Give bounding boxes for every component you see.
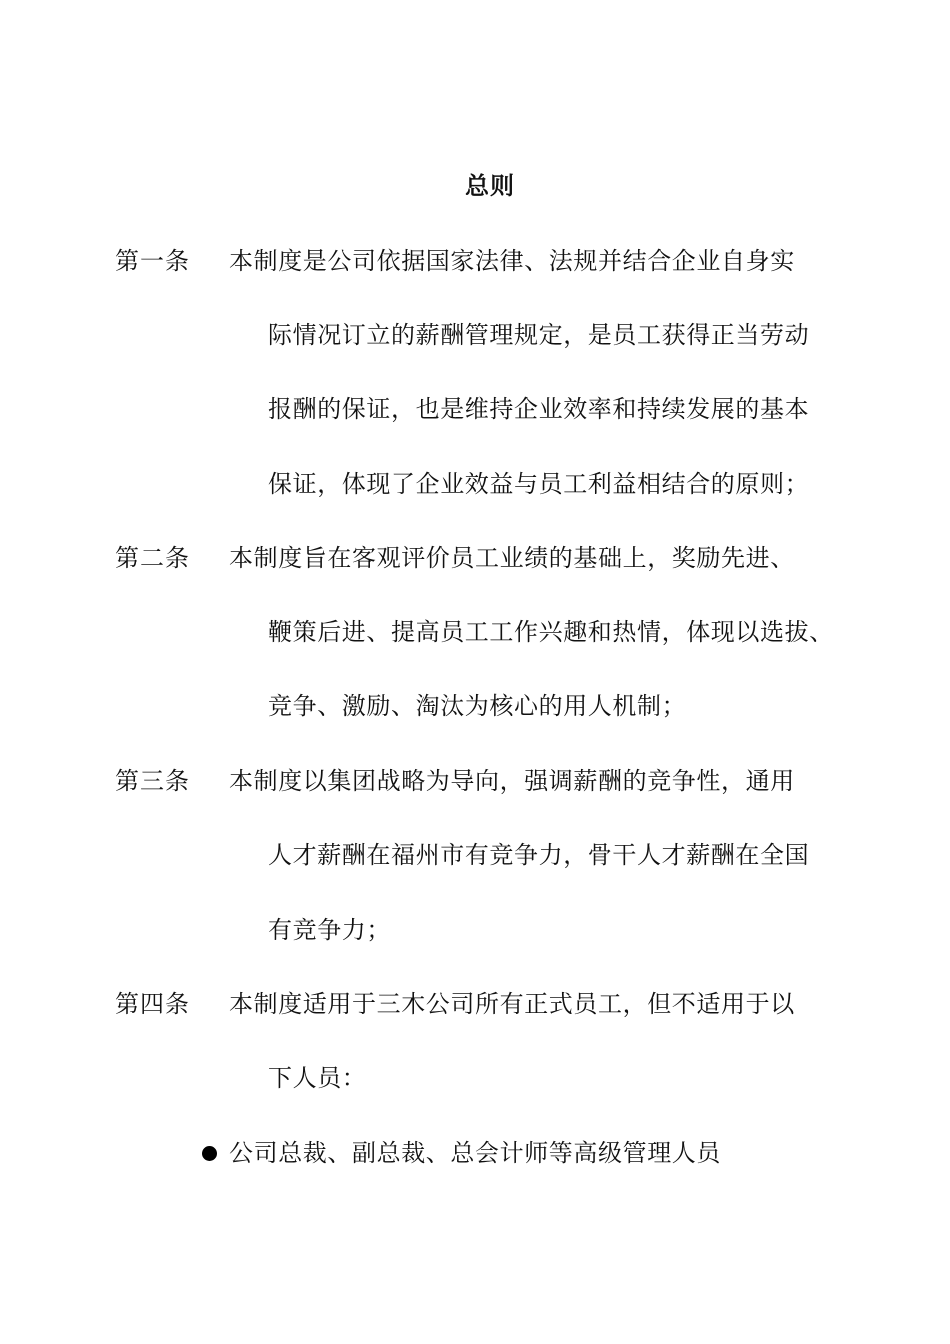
article-3-label: 第三条 (115, 767, 190, 795)
article-3-line-2: 人才薪酬在福州市有竞争力，骨干人才薪酬在全国 (268, 841, 810, 869)
article-4-label: 第四条 (115, 990, 190, 1018)
article-2-line-2: 鞭策后进、提高员工工作兴趣和热情，体现以选拔、 (268, 618, 834, 646)
article-1-line-1: 本制度是公司依据国家法律、法规并结合企业自身实 (229, 247, 795, 275)
article-4-line-1: 本制度适用于三木公司所有正式员工，但不适用于以 (229, 990, 795, 1018)
article-2-line-1: 本制度旨在客观评价员工业绩的基础上，奖励先进、 (229, 544, 795, 572)
article-1-line-2: 际情况订立的薪酬管理规定，是员工获得正当劳动 (268, 321, 810, 349)
article-1-line-3: 报酬的保证，也是维持企业效率和持续发展的基本 (268, 395, 810, 423)
article-2-label: 第二条 (115, 544, 190, 572)
article-4-line-2: 下人员： (268, 1064, 367, 1092)
section-title: 总则 (465, 171, 515, 200)
article-1-label: 第一条 (115, 247, 190, 275)
bullet-item-1: 公司总裁、副总裁、总会计师等高级管理人员 (229, 1139, 721, 1167)
article-3-line-1: 本制度以集团战略为导向，强调薪酬的竞争性，通用 (229, 767, 795, 795)
bullet-dot-icon (202, 1146, 217, 1161)
article-2-line-3: 竞争、激励、淘汰为核心的用人机制； (268, 692, 687, 720)
article-1-line-4: 保证，体现了企业效益与员工利益相结合的原则； (268, 470, 810, 498)
article-3-line-3: 有竞争力； (268, 916, 391, 944)
